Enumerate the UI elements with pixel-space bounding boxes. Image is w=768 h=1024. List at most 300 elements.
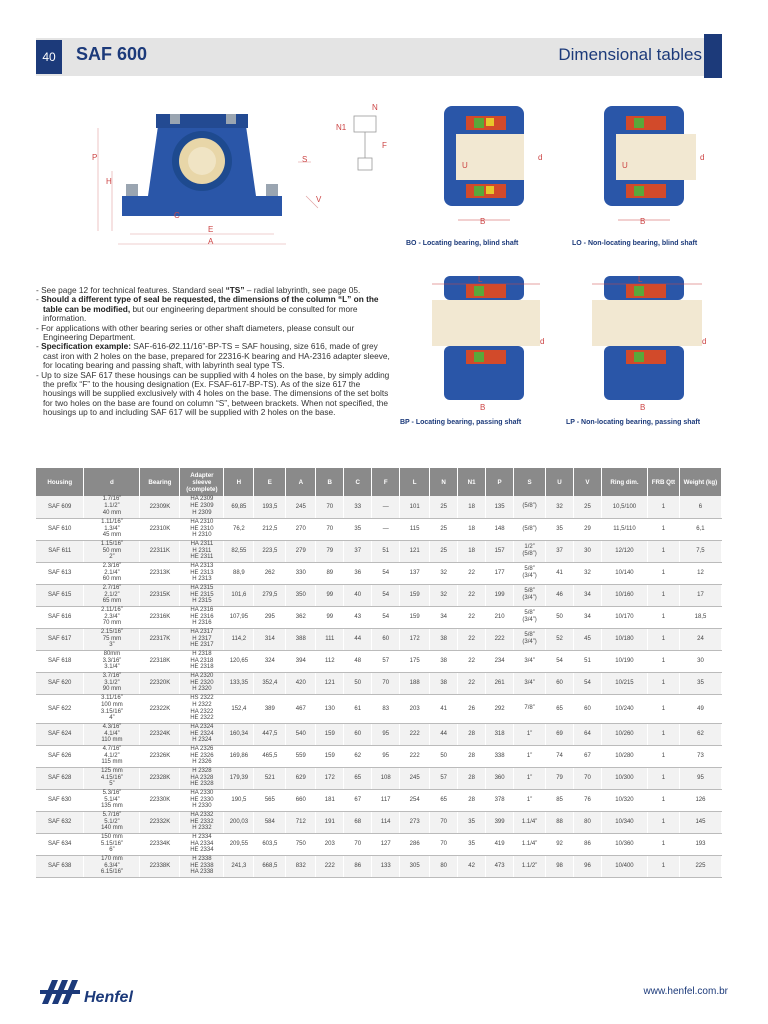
bp-label-l: L xyxy=(478,275,483,284)
table-cell-e: 223,5 xyxy=(254,540,286,562)
table-cell-v: 67 xyxy=(574,745,602,767)
column-header: B xyxy=(316,468,344,496)
table-cell-f: 70 xyxy=(372,672,400,694)
table-cell-u: 60 xyxy=(546,672,574,694)
table-cell-p: 199 xyxy=(486,584,514,606)
table-cell-sleeve: H 2338 HE 2338 HA 2338 xyxy=(180,855,224,877)
table-cell-a: 660 xyxy=(286,789,316,811)
table-cell-p: 135 xyxy=(486,496,514,518)
table-cell-e: 314 xyxy=(254,628,286,650)
table-cell-h: 160,34 xyxy=(224,723,254,745)
table-cell-n1: 22 xyxy=(458,562,486,584)
table-cell-bearing: 22309K xyxy=(140,496,180,518)
table-cell-n1: 42 xyxy=(458,855,486,877)
table-cell-d: 4.3/16” 4.1/4” 110 mm xyxy=(84,723,140,745)
table-cell-u: 32 xyxy=(546,496,574,518)
table-cell-weight: 49 xyxy=(679,694,721,723)
table-cell-weight: 24 xyxy=(679,628,721,650)
table-cell-n1: 35 xyxy=(458,811,486,833)
column-header: L xyxy=(400,468,430,496)
table-cell-v: 34 xyxy=(574,606,602,628)
table-cell-ring: 10/320 xyxy=(601,789,647,811)
table-cell-d: 2.15/16” 75 mm 3” xyxy=(84,628,140,650)
table-cell-c: 44 xyxy=(344,628,372,650)
table-cell-h: 88,9 xyxy=(224,562,254,584)
lp-section-drawing xyxy=(592,275,706,412)
table-cell-d: 1.15/16” 50 mm 2” xyxy=(84,540,140,562)
table-cell-d: 4.7/16” 4.1/2” 115 mm xyxy=(84,745,140,767)
table-cell-bearing: 22315K xyxy=(140,584,180,606)
lp-label-d: d xyxy=(702,337,707,346)
table-cell-u: 69 xyxy=(546,723,574,745)
table-cell-ring: 10/160 xyxy=(601,584,647,606)
table-cell-sleeve: HA 2313 HE 2313 H 2313 xyxy=(180,562,224,584)
notes-block xyxy=(36,286,390,418)
table-cell-frb: 1 xyxy=(647,518,679,540)
table-cell-bearing: 22330K xyxy=(140,789,180,811)
dim-label-n1: N1 xyxy=(336,123,347,132)
table-cell-p: 360 xyxy=(486,767,514,789)
table-cell-housing: SAF 630 xyxy=(36,789,84,811)
table-cell-weight: 95 xyxy=(679,767,721,789)
table-cell-p: 234 xyxy=(486,650,514,672)
table-cell-weight: 7,5 xyxy=(679,540,721,562)
table-cell-p: 292 xyxy=(486,694,514,723)
table-cell-e: 447,5 xyxy=(254,723,286,745)
table-cell-h: 133,35 xyxy=(224,672,254,694)
table-cell-a: 629 xyxy=(286,767,316,789)
table-cell-f: 108 xyxy=(372,767,400,789)
table-cell-n: 65 xyxy=(430,789,458,811)
column-header: Adapter sleeve (complete) xyxy=(180,468,224,496)
table-cell-n1: 28 xyxy=(458,789,486,811)
table-cell-weight: 30 xyxy=(679,650,721,672)
table-cell-housing: SAF 638 xyxy=(36,855,84,877)
bp-label-d: d xyxy=(540,337,545,346)
table-cell-l: 203 xyxy=(400,694,430,723)
column-header: N xyxy=(430,468,458,496)
table-cell-housing: SAF 617 xyxy=(36,628,84,650)
table-cell-n: 70 xyxy=(430,833,458,855)
table-cell-housing: SAF 615 xyxy=(36,584,84,606)
table-cell-bearing: 22318K xyxy=(140,650,180,672)
table-cell-n: 57 xyxy=(430,767,458,789)
table-cell-frb: 1 xyxy=(647,855,679,877)
table-cell-s: 1” xyxy=(514,723,546,745)
table-cell-d: 1.7/16” 1.1/2” 40 mm xyxy=(84,496,140,518)
note-4: - Specification example: SAF-616-Ø2.11/16”-BP-TS = SAF housing, size 616, made of grey cast iron with 2 holes on the base, prepared for 22316-K bearing and HA-2316 adapter sleeve, for locating bearing and passing shaft, with labyrinth seal type TS. xyxy=(36,341,390,371)
table-cell-v: 51 xyxy=(574,650,602,672)
table-cell-s: 1” xyxy=(514,767,546,789)
table-cell-n1: 28 xyxy=(458,745,486,767)
table-cell-a: 750 xyxy=(286,833,316,855)
table-cell-u: 92 xyxy=(546,833,574,855)
caption-lp: LP - Non-locating bearing, passing shaft xyxy=(566,419,701,426)
table-cell-p: 157 xyxy=(486,540,514,562)
lp-label-b: B xyxy=(640,403,646,412)
table-cell-frb: 1 xyxy=(647,540,679,562)
table-cell-l: 172 xyxy=(400,628,430,650)
table-cell-housing: SAF 610 xyxy=(36,518,84,540)
note-5: - Up to size SAF 617 these housings can be supplied with 4 holes on the base, by simply adding the prefix “F” to the housing designation (Ex. FSAF-617-BP-TS). As of the size 617 the housings will be supplied exclusively with 4 holes on the base. The dimensions of the set bolts for two holes on the base are found on column “S”, between brackets. When not specified, the housings up to and including SAF 617 will be supplied with 2 holes on the base. xyxy=(36,369,390,418)
table-cell-ring: 10,5/100 xyxy=(601,496,647,518)
table-cell-s: 5/8” (3/4”) xyxy=(514,606,546,628)
table-cell-b: 99 xyxy=(316,584,344,606)
table-cell-frb: 1 xyxy=(647,767,679,789)
table-cell-housing: SAF 618 xyxy=(36,650,84,672)
page-title: SAF 600 xyxy=(76,44,148,64)
table-cell-u: 88 xyxy=(546,811,574,833)
bp-section-drawing xyxy=(432,275,544,412)
table-cell-p: 318 xyxy=(486,723,514,745)
table-cell-p: 399 xyxy=(486,811,514,833)
table-row xyxy=(36,694,722,723)
table-cell-b: 121 xyxy=(316,672,344,694)
table-cell-s: 7/8” xyxy=(514,694,546,723)
table-cell-ring: 10/215 xyxy=(601,672,647,694)
table-cell-u: 52 xyxy=(546,628,574,650)
table-cell-l: 137 xyxy=(400,562,430,584)
table-cell-f: 117 xyxy=(372,789,400,811)
table-cell-h: 241,3 xyxy=(224,855,254,877)
table-cell-l: 159 xyxy=(400,584,430,606)
table-cell-l: 115 xyxy=(400,518,430,540)
table-cell-b: 191 xyxy=(316,811,344,833)
table-cell-c: 68 xyxy=(344,811,372,833)
table-cell-e: 193,5 xyxy=(254,496,286,518)
table-cell-h: 190,5 xyxy=(224,789,254,811)
table-cell-ring: 10/300 xyxy=(601,767,647,789)
table-cell-s: 1” xyxy=(514,789,546,811)
table-cell-p: 177 xyxy=(486,562,514,584)
caption-lo: LO - Non-locating bearing, blind shaft xyxy=(572,240,698,247)
dim-label-c: C xyxy=(174,211,180,220)
table-cell-n1: 28 xyxy=(458,767,486,789)
table-cell-c: 62 xyxy=(344,745,372,767)
table-cell-weight: 193 xyxy=(679,833,721,855)
table-cell-a: 420 xyxy=(286,672,316,694)
table-cell-s: 1.1/4” xyxy=(514,833,546,855)
table-cell-n: 44 xyxy=(430,723,458,745)
table-cell-u: 35 xyxy=(546,518,574,540)
table-cell-n1: 26 xyxy=(458,694,486,723)
table-cell-housing: SAF 611 xyxy=(36,540,84,562)
website-url: www.henfel.com.br xyxy=(643,986,728,997)
table-cell-c: 43 xyxy=(344,606,372,628)
table-cell-housing: SAF 622 xyxy=(36,694,84,723)
table-cell-sleeve: H 2334 HA 2334 HE 2334 xyxy=(180,833,224,855)
table-cell-sleeve: HA 2330 HE 2330 H 2330 xyxy=(180,789,224,811)
table-cell-u: 41 xyxy=(546,562,574,584)
table-cell-b: 112 xyxy=(316,650,344,672)
dim-label-h: H xyxy=(106,177,112,186)
bo-section-drawing xyxy=(444,106,542,226)
table-cell-l: 245 xyxy=(400,767,430,789)
table-cell-frb: 1 xyxy=(647,745,679,767)
table-cell-v: 86 xyxy=(574,833,602,855)
table-cell-ring: 10/400 xyxy=(601,855,647,877)
table-cell-sleeve: HA 2326 HE 2326 H 2326 xyxy=(180,745,224,767)
table-cell-b: 79 xyxy=(316,540,344,562)
table-cell-e: 279,5 xyxy=(254,584,286,606)
table-cell-f: 114 xyxy=(372,811,400,833)
table-cell-housing: SAF 628 xyxy=(36,767,84,789)
table-cell-f: 60 xyxy=(372,628,400,650)
table-cell-v: 96 xyxy=(574,855,602,877)
table-row xyxy=(36,584,722,606)
table-row xyxy=(36,723,722,745)
table-cell-bearing: 22338K xyxy=(140,855,180,877)
table-cell-l: 121 xyxy=(400,540,430,562)
table-cell-s: 1/2” (5/8”) xyxy=(514,540,546,562)
table-cell-b: 172 xyxy=(316,767,344,789)
column-header: P xyxy=(486,468,514,496)
table-cell-e: 352,4 xyxy=(254,672,286,694)
table-cell-c: 37 xyxy=(344,540,372,562)
column-header: Ring dim. xyxy=(601,468,647,496)
table-row xyxy=(36,496,722,518)
table-cell-a: 270 xyxy=(286,518,316,540)
table-cell-housing: SAF 626 xyxy=(36,745,84,767)
note-3: - For applications with other bearing series or other shaft diameters, please consult our Engineering Department. xyxy=(36,322,355,343)
table-cell-f: 95 xyxy=(372,745,400,767)
table-cell-d: 1.11/16” 1.3/4” 45 mm xyxy=(84,518,140,540)
table-cell-l: 305 xyxy=(400,855,430,877)
table-cell-a: 467 xyxy=(286,694,316,723)
table-cell-ring: 10/140 xyxy=(601,562,647,584)
table-cell-bearing: 22324K xyxy=(140,723,180,745)
table-cell-a: 362 xyxy=(286,606,316,628)
table-cell-n1: 22 xyxy=(458,584,486,606)
table-cell-s: 3/4” xyxy=(514,672,546,694)
table-cell-l: 188 xyxy=(400,672,430,694)
dim-label-s: S xyxy=(302,155,308,164)
table-cell-weight: 18,5 xyxy=(679,606,721,628)
table-cell-b: 203 xyxy=(316,833,344,855)
table-cell-bearing: 22313K xyxy=(140,562,180,584)
column-header: C xyxy=(344,468,372,496)
table-cell-e: 295 xyxy=(254,606,286,628)
table-cell-n: 32 xyxy=(430,584,458,606)
table-cell-n: 50 xyxy=(430,745,458,767)
table-cell-h: 200,03 xyxy=(224,811,254,833)
table-cell-e: 603,5 xyxy=(254,833,286,855)
table-row xyxy=(36,745,722,767)
table-cell-c: 48 xyxy=(344,650,372,672)
table-cell-bearing: 22310K xyxy=(140,518,180,540)
table-cell-n: 25 xyxy=(430,518,458,540)
table-cell-frb: 1 xyxy=(647,694,679,723)
table-cell-b: 130 xyxy=(316,694,344,723)
column-header: FRB Qtt xyxy=(647,468,679,496)
table-row xyxy=(36,628,722,650)
table-cell-p: 338 xyxy=(486,745,514,767)
table-cell-d: 5.3/16” 5.1/4” 135 mm xyxy=(84,789,140,811)
dim-label-a: A xyxy=(208,237,214,246)
bp-label-b: B xyxy=(480,403,486,412)
table-cell-bearing: 22326K xyxy=(140,745,180,767)
table-cell-h: 209,55 xyxy=(224,833,254,855)
table-cell-n: 25 xyxy=(430,496,458,518)
table-cell-housing: SAF 634 xyxy=(36,833,84,855)
table-cell-weight: 225 xyxy=(679,855,721,877)
henfel-logo xyxy=(36,974,146,1010)
table-cell-c: 35 xyxy=(344,518,372,540)
table-cell-n: 25 xyxy=(430,540,458,562)
table-cell-u: 98 xyxy=(546,855,574,877)
table-cell-housing: SAF 624 xyxy=(36,723,84,745)
table-cell-l: 273 xyxy=(400,811,430,833)
table-cell-bearing: 22320K xyxy=(140,672,180,694)
table-cell-p: 473 xyxy=(486,855,514,877)
table-cell-n: 80 xyxy=(430,855,458,877)
column-header: S xyxy=(514,468,546,496)
table-cell-v: 34 xyxy=(574,584,602,606)
table-cell-f: 133 xyxy=(372,855,400,877)
table-cell-l: 159 xyxy=(400,606,430,628)
table-cell-h: 69,85 xyxy=(224,496,254,518)
table-cell-frb: 1 xyxy=(647,789,679,811)
table-cell-sleeve: HA 2320 HE 2320 H 2320 xyxy=(180,672,224,694)
table-cell-n: 32 xyxy=(430,562,458,584)
table-cell-l: 286 xyxy=(400,833,430,855)
table-cell-c: 65 xyxy=(344,767,372,789)
table-row xyxy=(36,855,722,877)
table-cell-f: 57 xyxy=(372,650,400,672)
table-cell-sleeve: HA 2315 HE 2315 H 2315 xyxy=(180,584,224,606)
table-cell-e: 324 xyxy=(254,650,286,672)
page-number: 40 xyxy=(36,40,62,74)
table-cell-n: 41 xyxy=(430,694,458,723)
table-cell-h: 169,86 xyxy=(224,745,254,767)
table-row xyxy=(36,672,722,694)
table-cell-h: 82,55 xyxy=(224,540,254,562)
table-cell-f: 83 xyxy=(372,694,400,723)
table-cell-frb: 1 xyxy=(647,650,679,672)
table-cell-bearing: 22316K xyxy=(140,606,180,628)
table-cell-b: 70 xyxy=(316,496,344,518)
column-header: N1 xyxy=(458,468,486,496)
table-cell-e: 465,5 xyxy=(254,745,286,767)
table-cell-c: 60 xyxy=(344,723,372,745)
table-cell-c: 40 xyxy=(344,584,372,606)
table-cell-f: 54 xyxy=(372,606,400,628)
table-cell-s: 1” xyxy=(514,745,546,767)
bo-label-d: d xyxy=(538,153,543,162)
bo-label-b: B xyxy=(480,217,486,226)
table-cell-f: — xyxy=(372,496,400,518)
table-cell-sleeve: HS 2322 H 2322 HA 2322 HE 2322 xyxy=(180,694,224,723)
table-cell-n1: 22 xyxy=(458,650,486,672)
table-cell-frb: 1 xyxy=(647,628,679,650)
table-cell-v: 25 xyxy=(574,496,602,518)
dimension-table xyxy=(36,468,722,878)
table-row xyxy=(36,789,722,811)
table-cell-u: 74 xyxy=(546,745,574,767)
table-cell-a: 559 xyxy=(286,745,316,767)
table-row xyxy=(36,518,722,540)
table-cell-e: 668,5 xyxy=(254,855,286,877)
table-cell-s: 1.1/2” xyxy=(514,855,546,877)
table-cell-h: 179,39 xyxy=(224,767,254,789)
table-cell-weight: 62 xyxy=(679,723,721,745)
table-cell-n1: 35 xyxy=(458,833,486,855)
table-cell-n: 38 xyxy=(430,628,458,650)
table-cell-e: 584 xyxy=(254,811,286,833)
table-cell-p: 261 xyxy=(486,672,514,694)
lp-label-l: L xyxy=(638,275,643,284)
table-cell-u: 46 xyxy=(546,584,574,606)
column-header: F xyxy=(372,468,400,496)
table-cell-sleeve: H 2328 HA 2328 HE 2328 xyxy=(180,767,224,789)
header-accent-block xyxy=(704,34,722,78)
table-body xyxy=(36,496,722,877)
table-cell-bearing: 22332K xyxy=(140,811,180,833)
table-cell-frb: 1 xyxy=(647,562,679,584)
table-cell-c: 67 xyxy=(344,789,372,811)
caption-bp: BP - Locating bearing, passing shaft xyxy=(400,419,522,426)
note-1: - See page 12 for technical features. Standard seal “TS” – radial labyrinth, see page 05. xyxy=(36,285,361,295)
table-cell-s: (5/8”) xyxy=(514,518,546,540)
table-cell-b: 89 xyxy=(316,562,344,584)
table-cell-weight: 35 xyxy=(679,672,721,694)
table-cell-housing: SAF 616 xyxy=(36,606,84,628)
column-header: A xyxy=(286,468,316,496)
table-cell-a: 279 xyxy=(286,540,316,562)
table-cell-s: 3/4” xyxy=(514,650,546,672)
table-cell-u: 37 xyxy=(546,540,574,562)
logo-text: Henfel xyxy=(84,989,133,1006)
table-cell-l: 254 xyxy=(400,789,430,811)
table-cell-f: 95 xyxy=(372,723,400,745)
table-cell-e: 389 xyxy=(254,694,286,723)
column-header: Weight (kg) xyxy=(679,468,721,496)
table-cell-e: 262 xyxy=(254,562,286,584)
table-cell-b: 222 xyxy=(316,855,344,877)
table-cell-n: 34 xyxy=(430,606,458,628)
table-cell-f: 54 xyxy=(372,562,400,584)
table-cell-f: 51 xyxy=(372,540,400,562)
table-cell-n: 38 xyxy=(430,672,458,694)
table-cell-a: 394 xyxy=(286,650,316,672)
table-row xyxy=(36,811,722,833)
table-cell-v: 30 xyxy=(574,540,602,562)
column-header: Housing xyxy=(36,468,84,496)
table-cell-u: 54 xyxy=(546,650,574,672)
table-header-row xyxy=(36,468,722,496)
column-header: V xyxy=(574,468,602,496)
table-cell-v: 64 xyxy=(574,723,602,745)
dim-label-v: V xyxy=(316,195,322,204)
table-row xyxy=(36,767,722,789)
table-cell-sleeve: HA 2317 H 2317 HE 2317 xyxy=(180,628,224,650)
dim-label-e: E xyxy=(208,225,214,234)
table-cell-b: 159 xyxy=(316,745,344,767)
table-cell-u: 85 xyxy=(546,789,574,811)
table-row xyxy=(36,562,722,584)
table-cell-h: 101,6 xyxy=(224,584,254,606)
table-cell-n: 38 xyxy=(430,650,458,672)
table-cell-sleeve: H 2318 HA 2318 HE 2318 xyxy=(180,650,224,672)
table-cell-p: 419 xyxy=(486,833,514,855)
table-cell-p: 148 xyxy=(486,518,514,540)
table-cell-b: 159 xyxy=(316,723,344,745)
table-cell-f: — xyxy=(372,518,400,540)
table-cell-s: (5/8”) xyxy=(514,496,546,518)
table-cell-n1: 22 xyxy=(458,628,486,650)
lo-label-d: d xyxy=(700,153,705,162)
table-cell-l: 222 xyxy=(400,723,430,745)
